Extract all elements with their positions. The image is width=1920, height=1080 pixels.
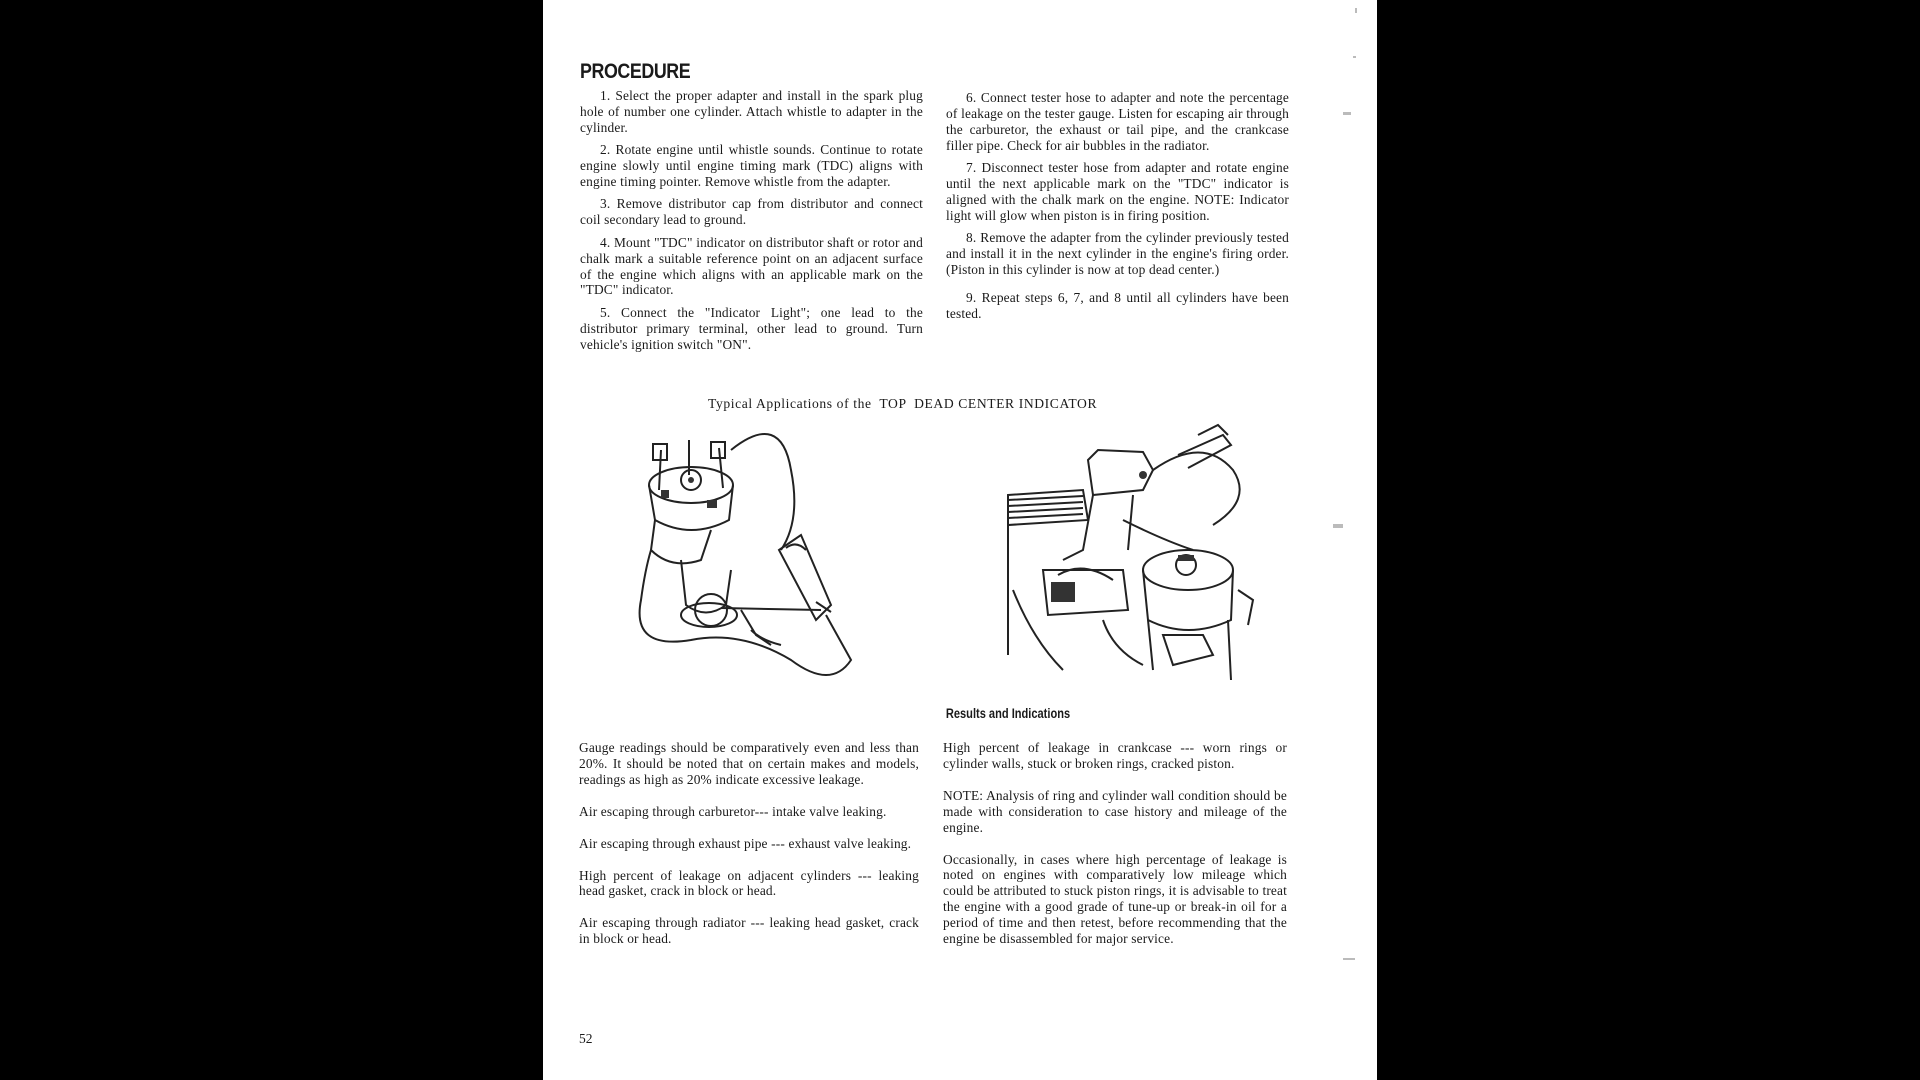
engine-illustration	[1003, 440, 1303, 680]
result-item: Air escaping through carburetor--- intake valve leaking.	[579, 803, 887, 819]
scan-speck	[1333, 524, 1343, 528]
scan-speck	[1343, 958, 1355, 960]
scan-speck	[1353, 56, 1356, 58]
procedure-step: 1. Select the proper adapter and install in the spark plug hole of number one cylinder. Attach whistle to adapter in the cylinder.	[580, 88, 923, 135]
procedure-left-column	[580, 88, 923, 359]
procedure-step: 5. Connect the "Indicator Light"; one lead to the distributor primary terminal, other lead to ground. Turn vehicle's ignition switch "ON".	[580, 304, 923, 352]
scan-speck	[1355, 8, 1357, 13]
distributor-illustration	[631, 430, 901, 680]
procedure-step: 7. Disconnect tester hose from adapter and rotate engine until the next applicable mark on the "TDC" indicator is aligned with the chalk mark on the engine. NOTE: Indicator light will glow when piston is in firing position.	[946, 160, 1289, 223]
document-page	[543, 0, 1377, 1080]
result-item: NOTE: Analysis of ring and cylinder wall condition should be made with consideration to case history and mileage of the engine.	[943, 787, 1287, 835]
procedure-step: 4. Mount "TDC" indicator on distributor shaft or rotor and chalk mark a suitable reference point on an adjacent surface of the engine which aligns with an applicable mark on the "TDC" indicator.	[580, 234, 923, 298]
results-left-column	[579, 740, 919, 963]
result-item: Occasionally, in cases where high percentage of leakage is noted on engines with comparatively low mileage which could be attributed to stuck piston rings, it is advisable to treat the engine with a good grade of tune-up or break-in oil for a period of time and then retest, before recommending that the engine be disassembled for major service.	[943, 851, 1287, 947]
procedure-step: 6. Connect tester hose to adapter and note the percentage of leakage on the tester gauge. Listen for escaping air through the carburetor, the exhaust or tail pipe, and the crankcase filler pipe. Check for air bubbles in the radiator.	[946, 90, 1289, 153]
results-right-column	[943, 740, 1287, 963]
result-item: Air escaping through radiator --- leaking head gasket, crack in block or head.	[579, 915, 919, 947]
procedure-right-column	[946, 90, 1289, 328]
procedure-step: 3. Remove distributor cap from distributor and connect coil secondary lead to ground.	[580, 196, 923, 228]
figure-caption: Typical Applications of the TOP DEAD CENTER INDICATOR	[708, 396, 1098, 411]
procedure-step: 2. Rotate engine until whistle sounds. Continue to rotate engine slowly until engine timing mark (TDC) aligns with engine timing pointer. Remove whistle from the adapter.	[580, 142, 923, 190]
result-item: Air escaping through exhaust pipe --- exhaust valve leaking.	[579, 835, 912, 851]
scan-speck	[1343, 112, 1351, 115]
result-item: High percent of leakage on adjacent cylinders --- leaking head gasket, crack in block or head.	[579, 867, 919, 899]
procedure-step: 8. Remove the adapter from the cylinder previously tested and install it in the next cylinder in the engine's firing order. (Piston in this cylinder is now at top dead center.)	[946, 230, 1289, 278]
results-heading: Results and Indications	[945, 706, 1071, 721]
page-number: 52	[579, 1031, 593, 1046]
procedure-step: 9. Repeat steps 6, 7, and 8 until all cylinders have been tested.	[946, 289, 1289, 321]
result-item: Gauge readings should be comparatively even and less than 20%. It should be noted that on certain makes and models, readings as high as 20% indicate excessive leakage.	[579, 740, 919, 787]
procedure-heading: PROCEDURE	[580, 60, 691, 83]
result-item: High percent of leakage in crankcase --- worn rings or cylinder walls, stuck or broken rings, cracked piston.	[943, 740, 1287, 771]
